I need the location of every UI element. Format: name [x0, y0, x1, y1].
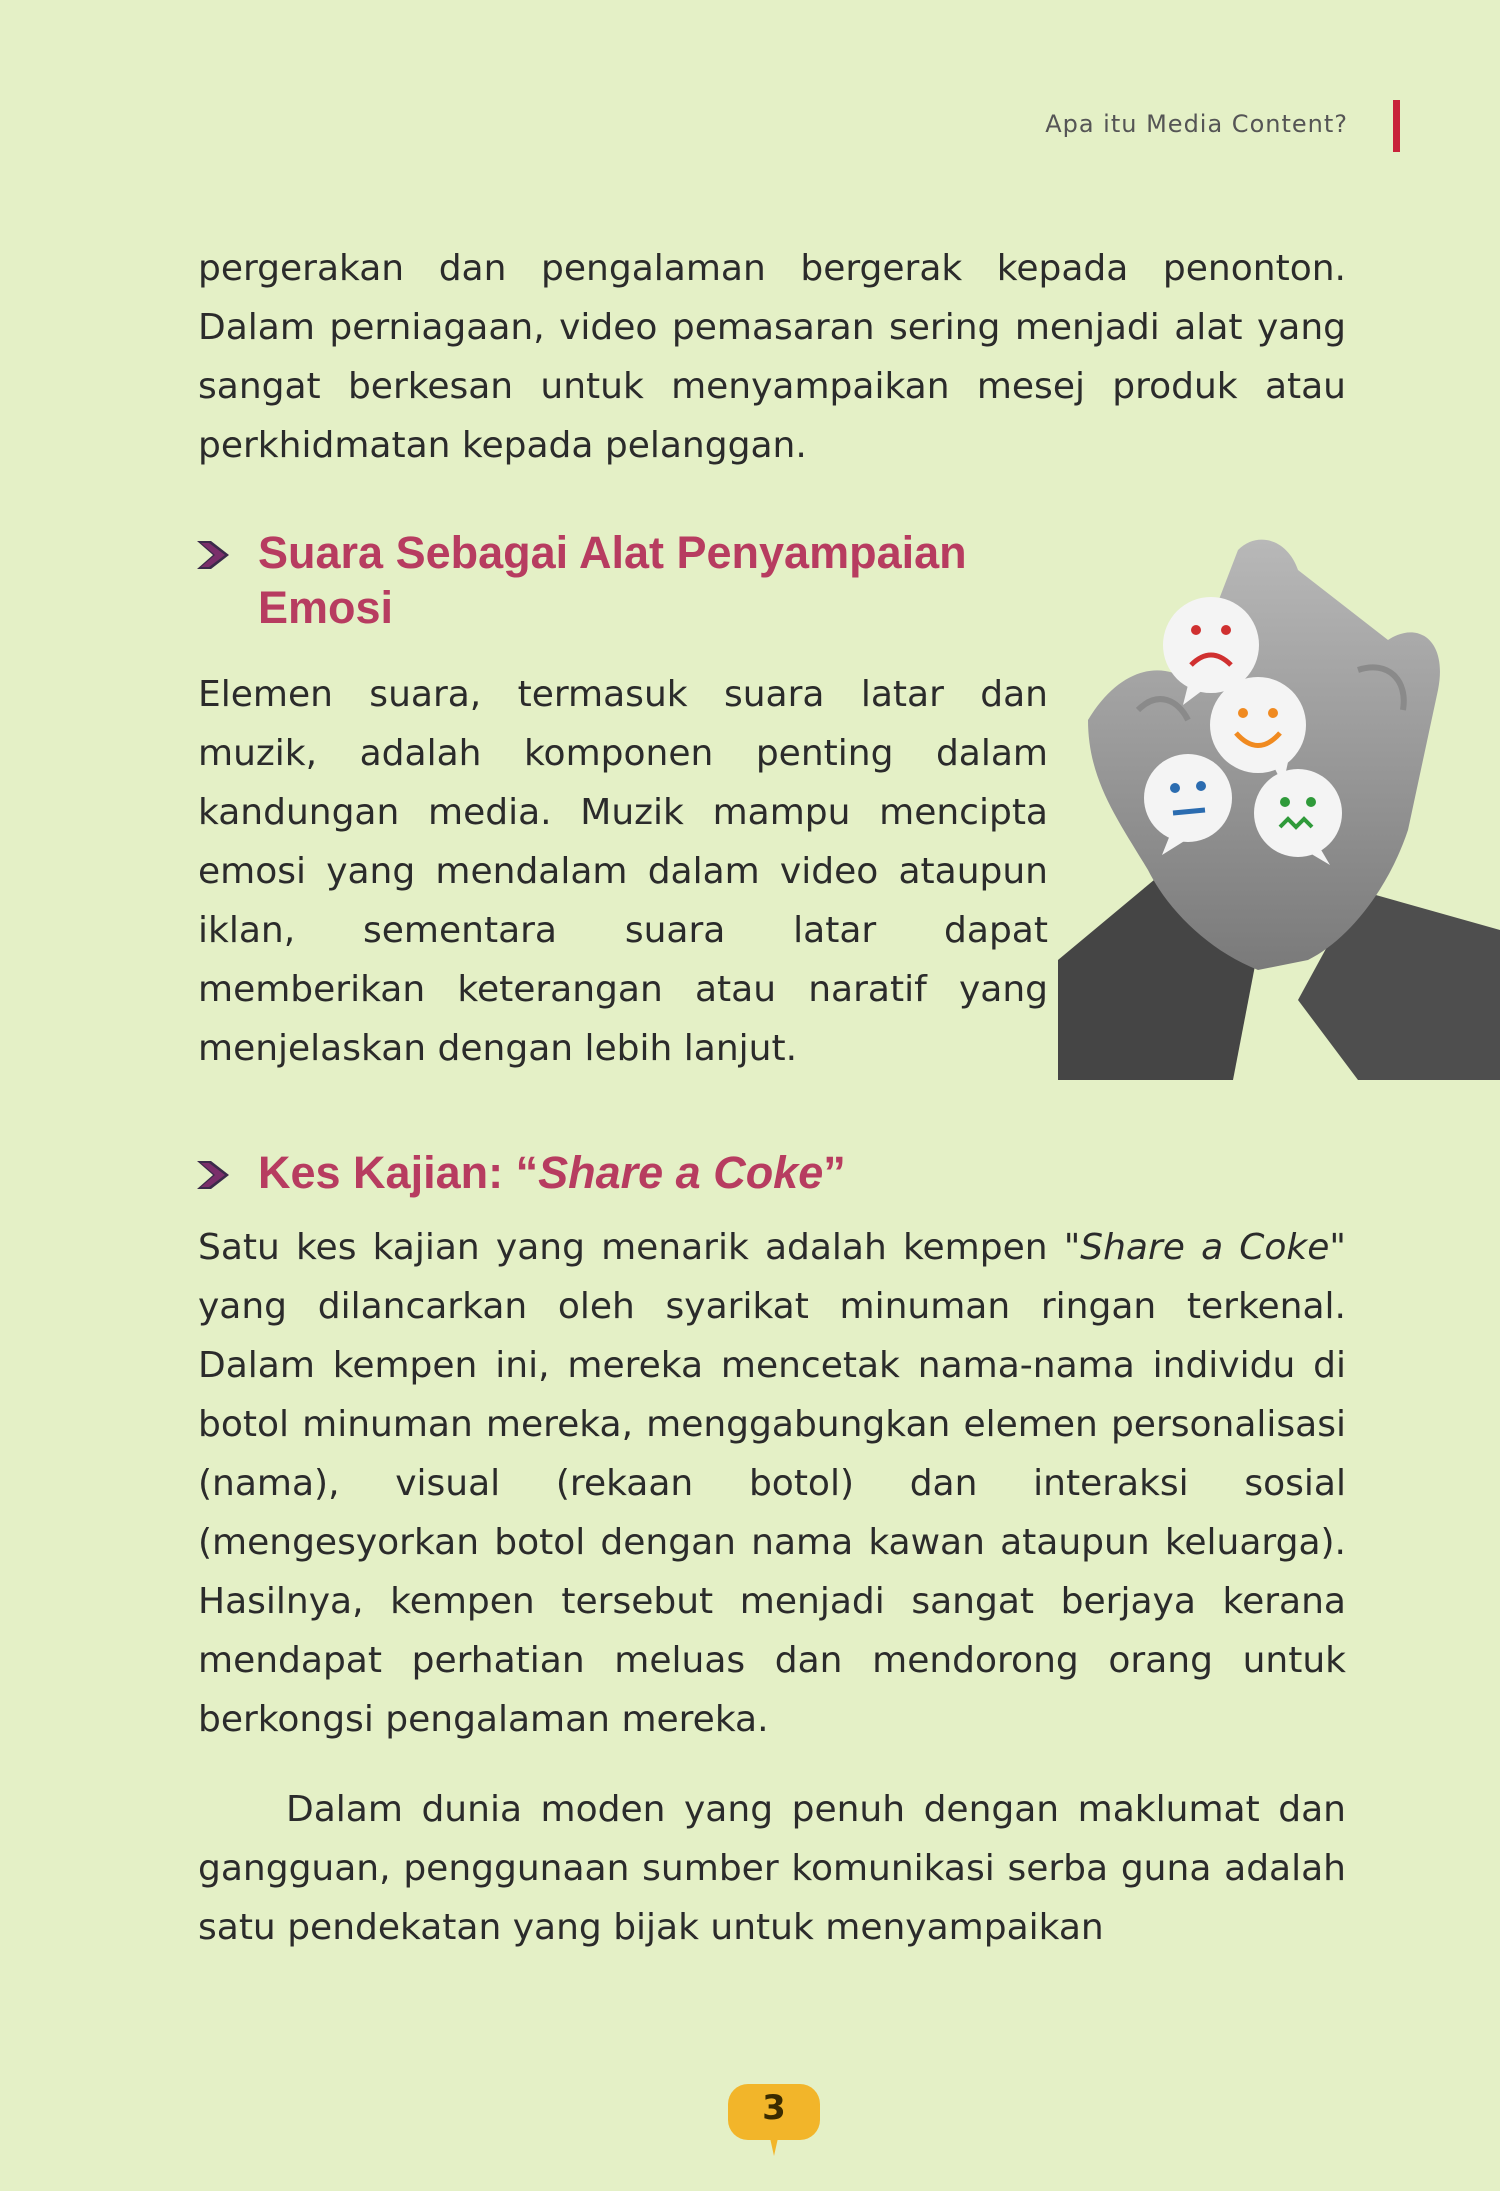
case-heading-text	[198, 1145, 846, 1200]
case-text-start: Satu kes kajian yang menarik adalah kempen	[198, 1227, 1064, 1268]
page-number: 3	[762, 2088, 786, 2128]
case-heading-brand: Share a Coke	[538, 1147, 824, 1198]
case-text-quote: "Share a Coke"	[1063, 1227, 1346, 1268]
case-study-paragraph	[198, 1218, 1346, 1749]
chevron-right-icon	[195, 1159, 231, 1191]
case-heading-suffix: ”	[823, 1147, 846, 1198]
hands-emoji-illustration	[1058, 530, 1500, 1080]
heading-line-1: Suara Sebagai Alat Penyampaian	[258, 527, 967, 578]
closing-text: Dalam dunia moden yang penuh dengan maklumat dan gangguan, penggunaan sumber komunikasi serba guna adalah satu pendekatan yang bijak untuk menyampaikan	[198, 1789, 1346, 1948]
sound-paragraph: Elemen suara, termasuk suara latar dan muzik, adalah komponen penting dalam kandungan media. Muzik mampu mencipta emosi yang mendalam dalam video ataupun iklan, sementara suara latar dapat memberikan keterangan atau naratif yang menjelaskan dengan lebih lanjut.	[198, 674, 1048, 1069]
page-number-badge	[724, 2080, 824, 2160]
intro-paragraph: pergerakan dan pengalaman bergerak kepada penonton. Dalam perniagaan, video pemasaran sering menjadi alat yang sangat berkesan untuk menyampaikan mesej produk atau perkhidmatan kepada pelanggan.	[198, 248, 1346, 466]
running-header: Apa itu Media Content?	[1045, 110, 1348, 138]
case-heading-prefix: Kes Kajian: “	[258, 1147, 539, 1198]
heading-line-2: Emosi	[258, 582, 394, 633]
section-heading-sound	[198, 525, 1098, 635]
header-accent-bar	[1393, 100, 1400, 152]
case-text-rest: yang dilancarkan oleh syarikat minuman ringan terkenal. Dalam kempen ini, mereka mencetak nama-nama individu di botol minuman mereka, menggabungkan elemen personalisasi (nama), visual (rekaan botol) dan interaksi sosial (mengesyorkan botol dengan nama kawan ataupun keluarga). Hasilnya, kempen tersebut menjadi sangat berjaya kerana mendapat perhatian meluas dan mendorong orang untuk berkongsi pengalaman mereka.	[198, 1286, 1346, 1740]
closing-paragraph	[198, 1780, 1346, 1957]
chevron-right-icon	[195, 539, 231, 571]
section-heading-case-study	[198, 1145, 846, 1200]
